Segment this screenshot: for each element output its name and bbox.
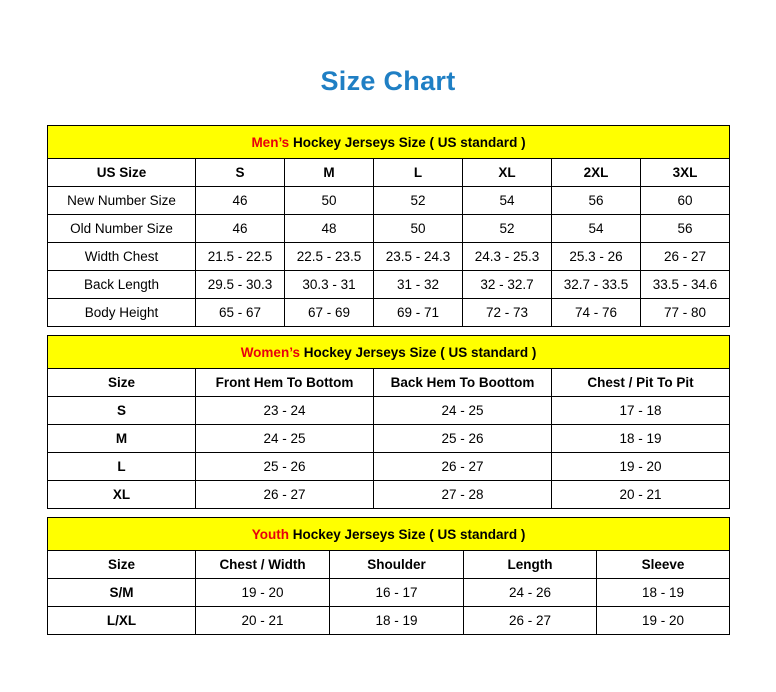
youth-row-1-cell-4: 19 - 20 [597,607,730,635]
womens-header-cell-2: Back Hem To Boottom [374,369,552,397]
youth-row-0-cell-2: 16 - 17 [330,579,464,607]
table-row [48,271,730,299]
mens-row-1-cell-4: 52 [463,215,552,243]
womens-row-2-cell-1: 25 - 26 [196,453,374,481]
mens-row-3-cell-3: 31 - 32 [374,271,463,299]
womens-row-0-cell-2: 24 - 25 [374,397,552,425]
womens-row-1-cell-2: 25 - 26 [374,425,552,453]
table-row [48,579,730,607]
youth-banner-rest: Hockey Jerseys Size ( US standard ) [288,526,526,542]
mens-row-2-cell-2: 22.5 - 23.5 [285,243,374,271]
womens-row-2-cell-2: 26 - 27 [374,453,552,481]
womens-banner-accent: Women’s [240,344,300,360]
youth-row-1-cell-1: 20 - 21 [196,607,330,635]
mens-row-4-cell-6: 77 - 80 [641,299,730,327]
womens-row-0-label: S [48,397,196,425]
mens-row-3-label: Back Length [48,271,196,299]
womens-banner-rest: Hockey Jerseys Size ( US standard ) [299,344,537,360]
mens-row-0-cell-3: 52 [374,187,463,215]
womens-row-3-cell-1: 26 - 27 [196,481,374,509]
youth-row-0-cell-4: 18 - 19 [597,579,730,607]
womens-header-cell-0: Size [48,369,196,397]
youth-banner [48,518,730,551]
mens-row-1-cell-1: 46 [196,215,285,243]
mens-row-0-cell-1: 46 [196,187,285,215]
table-header-row [48,551,730,579]
mens-row-1-cell-2: 48 [285,215,374,243]
mens-row-1-label: Old Number Size [48,215,196,243]
table-row [48,481,730,509]
mens-row-3-cell-1: 29.5 - 30.3 [196,271,285,299]
youth-header-cell-2: Shoulder [330,551,464,579]
youth-row-1-cell-3: 26 - 27 [464,607,597,635]
mens-banner-accent: Men’s [251,134,290,150]
table-row [48,215,730,243]
mens-row-3-cell-5: 32.7 - 33.5 [552,271,641,299]
table-row [48,187,730,215]
table-row [48,453,730,481]
youth-size-table [47,517,730,635]
mens-row-3-cell-6: 33.5 - 34.6 [641,271,730,299]
womens-row-3-cell-2: 27 - 28 [374,481,552,509]
table-header-row [48,159,730,187]
table-spacer [47,327,729,335]
mens-banner [48,126,730,159]
mens-row-2-cell-6: 26 - 27 [641,243,730,271]
mens-row-0-cell-5: 56 [552,187,641,215]
womens-header-cell-3: Chest / Pit To Pit [552,369,730,397]
mens-row-3-cell-2: 30.3 - 31 [285,271,374,299]
mens-row-2-cell-3: 23.5 - 24.3 [374,243,463,271]
mens-header-cell-3: L [374,159,463,187]
table-row [48,425,730,453]
mens-row-4-label: Body Height [48,299,196,327]
mens-size-table [47,125,730,327]
womens-row-2-cell-3: 19 - 20 [552,453,730,481]
womens-row-1-label: M [48,425,196,453]
table-row [48,299,730,327]
mens-row-4-cell-5: 74 - 76 [552,299,641,327]
mens-row-1-cell-5: 54 [552,215,641,243]
table-spacer [47,509,729,517]
table-row [48,607,730,635]
mens-header-cell-6: 3XL [641,159,730,187]
page-title: Size Chart [320,66,456,96]
mens-row-4-cell-4: 72 - 73 [463,299,552,327]
youth-header-cell-4: Sleeve [597,551,730,579]
table-row [48,243,730,271]
youth-row-1-cell-2: 18 - 19 [330,607,464,635]
mens-row-2-cell-5: 25.3 - 26 [552,243,641,271]
womens-row-3-label: XL [48,481,196,509]
mens-header-cell-1: S [196,159,285,187]
mens-banner-rest: Hockey Jerseys Size ( US standard ) [289,134,526,150]
womens-row-0-cell-3: 17 - 18 [552,397,730,425]
youth-row-0-cell-3: 24 - 26 [464,579,597,607]
mens-row-2-cell-1: 21.5 - 22.5 [196,243,285,271]
mens-row-3-cell-4: 32 - 32.7 [463,271,552,299]
womens-row-1-cell-1: 24 - 25 [196,425,374,453]
womens-size-table [47,335,730,509]
tables-container [47,95,729,635]
table-banner-row [48,126,730,159]
table-banner-row [48,336,730,369]
mens-row-0-cell-6: 60 [641,187,730,215]
mens-row-0-cell-4: 54 [463,187,552,215]
womens-row-3-cell-3: 20 - 21 [552,481,730,509]
youth-banner-accent: Youth [251,526,289,542]
mens-row-2-label: Width Chest [48,243,196,271]
youth-header-cell-1: Chest / Width [196,551,330,579]
mens-row-0-cell-2: 50 [285,187,374,215]
mens-row-1-cell-3: 50 [374,215,463,243]
mens-row-0-label: New Number Size [48,187,196,215]
womens-row-0-cell-1: 23 - 24 [196,397,374,425]
mens-header-cell-5: 2XL [552,159,641,187]
womens-banner [48,336,730,369]
table-header-row [48,369,730,397]
womens-row-1-cell-3: 18 - 19 [552,425,730,453]
mens-row-4-cell-3: 69 - 71 [374,299,463,327]
table-banner-row [48,518,730,551]
youth-row-0-cell-1: 19 - 20 [196,579,330,607]
mens-header-cell-2: M [285,159,374,187]
mens-header-cell-0: US Size [48,159,196,187]
mens-row-1-cell-6: 56 [641,215,730,243]
womens-header-cell-1: Front Hem To Bottom [196,369,374,397]
youth-header-cell-3: Length [464,551,597,579]
youth-header-cell-0: Size [48,551,196,579]
womens-row-2-label: L [48,453,196,481]
mens-row-2-cell-4: 24.3 - 25.3 [463,243,552,271]
youth-row-0-label: S/M [48,579,196,607]
table-row [48,397,730,425]
youth-row-1-label: L/XL [48,607,196,635]
mens-row-4-cell-1: 65 - 67 [196,299,285,327]
mens-header-cell-4: XL [463,159,552,187]
mens-row-4-cell-2: 67 - 69 [285,299,374,327]
